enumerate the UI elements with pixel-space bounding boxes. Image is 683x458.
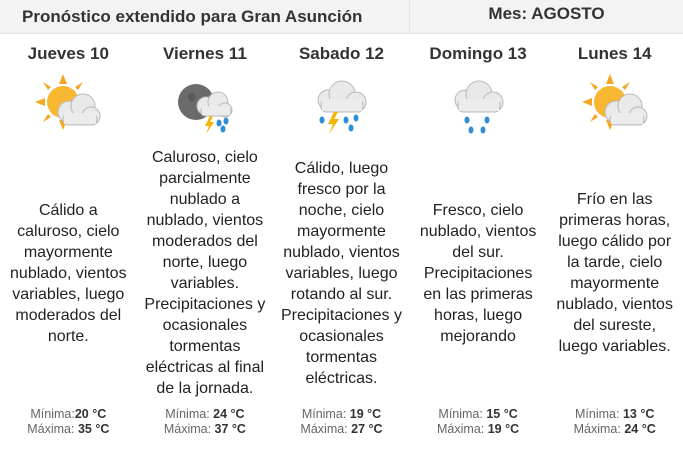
min-label: Mínima: xyxy=(438,407,483,421)
day-name: Domingo 13 xyxy=(429,44,527,63)
min-value: 13 °C xyxy=(622,407,655,421)
forecast-header xyxy=(0,0,683,34)
day-description: Cálido a caluroso, cielo mayormente nublado, vientos variables, luego moderados del norte. xyxy=(10,201,127,345)
day-card-viernes xyxy=(137,34,274,458)
max-label: Máxima: xyxy=(27,422,75,436)
max-label: Máxima: xyxy=(300,422,348,436)
day-name: Jueves 10 xyxy=(27,44,109,63)
min-value: 15 °C xyxy=(486,407,518,421)
max-value: 27 °C xyxy=(351,422,383,436)
day-name: Lunes 14 xyxy=(577,44,652,63)
sun-behind-cloud-icon xyxy=(33,72,103,142)
day-description: Frío en las primeras horas, luego cálido por la tarde, cielo mayormente nublado, vientos del sureste, luego variables. xyxy=(556,191,673,355)
day-temperatures xyxy=(273,407,410,437)
max-label: Máxima: xyxy=(437,422,485,436)
min-label: Mínima: xyxy=(301,407,347,421)
min-label: Mínima: xyxy=(165,407,210,421)
min-value: 20 °C xyxy=(74,407,107,421)
day-card-sabado xyxy=(273,34,410,458)
day-name: Sabado 12 xyxy=(298,44,384,63)
day-description: Caluroso, cielo parcialmente nublado a nublado, vientos moderados del norte, luego variables. Precipitaciones y ocasionales tormentas eléctricas al final de la jornada. xyxy=(144,149,266,397)
day-description: Cálido, luego fresco por la noche, cielo mayormente nublado, vientos variables, luego rotando al sur. Precipitaciones y ocasionales tormentas eléctricas. xyxy=(281,159,402,387)
sun-behind-cloud-icon xyxy=(580,72,650,142)
day-description: Fresco, cielo nublado, vientos del sur. Precipitaciones en las primeras horas, luego mejorando xyxy=(419,201,537,345)
forecast-days xyxy=(0,34,683,458)
day-card-lunes xyxy=(546,34,683,458)
day-temperatures xyxy=(410,407,547,437)
night-cloud-thunder-rain-icon xyxy=(170,72,240,142)
max-label: Máxima: xyxy=(573,422,621,436)
max-label: Máxima: xyxy=(163,422,212,436)
day-card-jueves xyxy=(0,34,137,458)
day-card-domingo xyxy=(410,34,547,458)
day-temperatures xyxy=(546,407,683,437)
max-value: 19 °C xyxy=(487,422,520,436)
min-label: Mínima: xyxy=(30,407,75,421)
max-value: 37 °C xyxy=(214,422,246,436)
day-temperatures xyxy=(137,407,274,437)
cloud-thunder-rain-icon xyxy=(306,72,376,142)
max-value: 24 °C xyxy=(624,422,656,436)
min-label: Mínima: xyxy=(575,407,620,421)
day-temperatures xyxy=(0,407,137,437)
max-value: 35 °C xyxy=(77,422,110,436)
forecast-title: Pronóstico extendido para Gran Asunción xyxy=(0,0,410,33)
min-value: 19 °C xyxy=(349,407,382,421)
day-name: Viernes 11 xyxy=(162,44,247,63)
month-label: Mes: AGOSTO xyxy=(410,0,683,33)
cloud-rain-icon xyxy=(443,72,513,142)
min-value: 24 °C xyxy=(213,407,245,421)
